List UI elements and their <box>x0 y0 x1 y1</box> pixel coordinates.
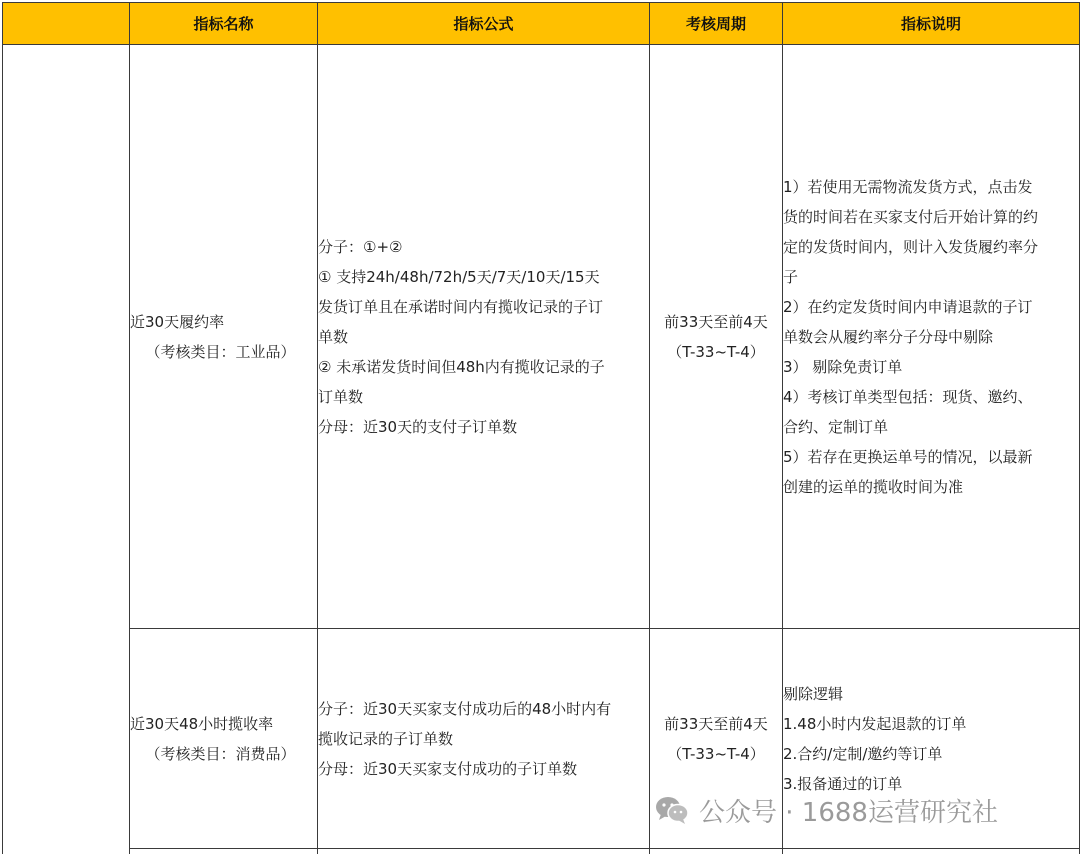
description-line: 剔除逻辑 <box>783 684 844 703</box>
description-line: 3.报备通过的订单 <box>783 774 903 793</box>
formula-line: 分子：近30天买家支付成功后的48小时内有 <box>318 699 612 718</box>
partial-cell <box>318 849 650 854</box>
header-blank-cell <box>3 3 130 45</box>
table-row <box>3 45 1080 629</box>
period-range: 前33天至前4天 <box>664 312 768 331</box>
description-line: 子 <box>783 267 799 286</box>
description-line: 2.合约/定制/邀约等订单 <box>783 744 943 763</box>
indicator-name-cell <box>130 629 318 849</box>
indicator-table <box>2 2 1080 854</box>
formula-line: ② 未承诺发货时间但48h内有揽收记录的子 <box>318 357 605 376</box>
header-indicator-name: 指标名称 <box>130 3 318 45</box>
header-indicator-description: 指标说明 <box>783 3 1080 45</box>
description-line: 定的发货时间内，则计入发货履约率分 <box>783 237 1039 256</box>
formula-line: 分母：近30天买家支付成功的子订单数 <box>318 759 578 778</box>
formula-line: 分子：①+② <box>318 237 403 256</box>
watermark-text: 公众号 · 1688运营研究社 <box>699 797 998 828</box>
indicator-name: 近30天48小时揽收率 <box>130 714 274 733</box>
partial-cell <box>130 849 318 854</box>
description-line: 单数会从履约率分子分母中剔除 <box>783 327 994 346</box>
formula-cell <box>318 629 650 849</box>
category-cell <box>3 45 130 854</box>
formula-line: ① 支持24h/48h/72h/5天/7天/10天/15天 <box>318 267 600 286</box>
description-line: 合约、定制订单 <box>783 417 889 436</box>
period-cell <box>650 45 783 629</box>
header-indicator-formula: 指标公式 <box>318 3 650 45</box>
indicator-category: （考核类目：消费品） <box>145 744 296 763</box>
formula-line: 揽收记录的子订单数 <box>318 729 454 748</box>
description-line: 1）若使用无需物流发货方式，点击发 <box>783 177 1033 196</box>
indicator-name: 近30天履约率 <box>130 312 225 331</box>
period-code: （T-33~T-4） <box>667 342 765 361</box>
formula-line: 订单数 <box>318 387 364 406</box>
description-cell <box>783 45 1080 629</box>
period-code: （T-33~T-4） <box>667 744 765 763</box>
description-line: 2）在约定发货时间内申请退款的子订 <box>783 297 1033 316</box>
indicator-name-cell <box>130 45 318 629</box>
formula-line: 单数 <box>318 327 349 346</box>
description-line: 4）考核订单类型包括：现货、邀约、 <box>783 387 1033 406</box>
indicator-category: （考核类目：工业品） <box>145 342 296 361</box>
partial-cell <box>650 849 783 854</box>
header-assessment-period: 考核周期 <box>650 3 783 45</box>
table-row-partial <box>3 849 1080 854</box>
wechat-icon <box>655 795 689 825</box>
formula-line: 发货订单且在承诺时间内有揽收记录的子订 <box>318 297 604 316</box>
period-range: 前33天至前4天 <box>664 714 768 733</box>
partial-cell <box>783 849 1080 854</box>
description-line: 3） 剔除免责订单 <box>783 357 903 376</box>
formula-line: 分母：近30天的支付子订单数 <box>318 417 518 436</box>
watermark <box>655 790 998 830</box>
description-line: 1.48小时内发起退款的订单 <box>783 714 967 733</box>
description-line: 5）若存在更换运单号的情况，以最新 <box>783 447 1033 466</box>
description-line: 货的时间若在买家支付后开始计算的约 <box>783 207 1039 226</box>
formula-cell <box>318 45 650 629</box>
description-line: 创建的运单的揽收时间为准 <box>783 477 964 496</box>
header-row <box>3 3 1080 45</box>
